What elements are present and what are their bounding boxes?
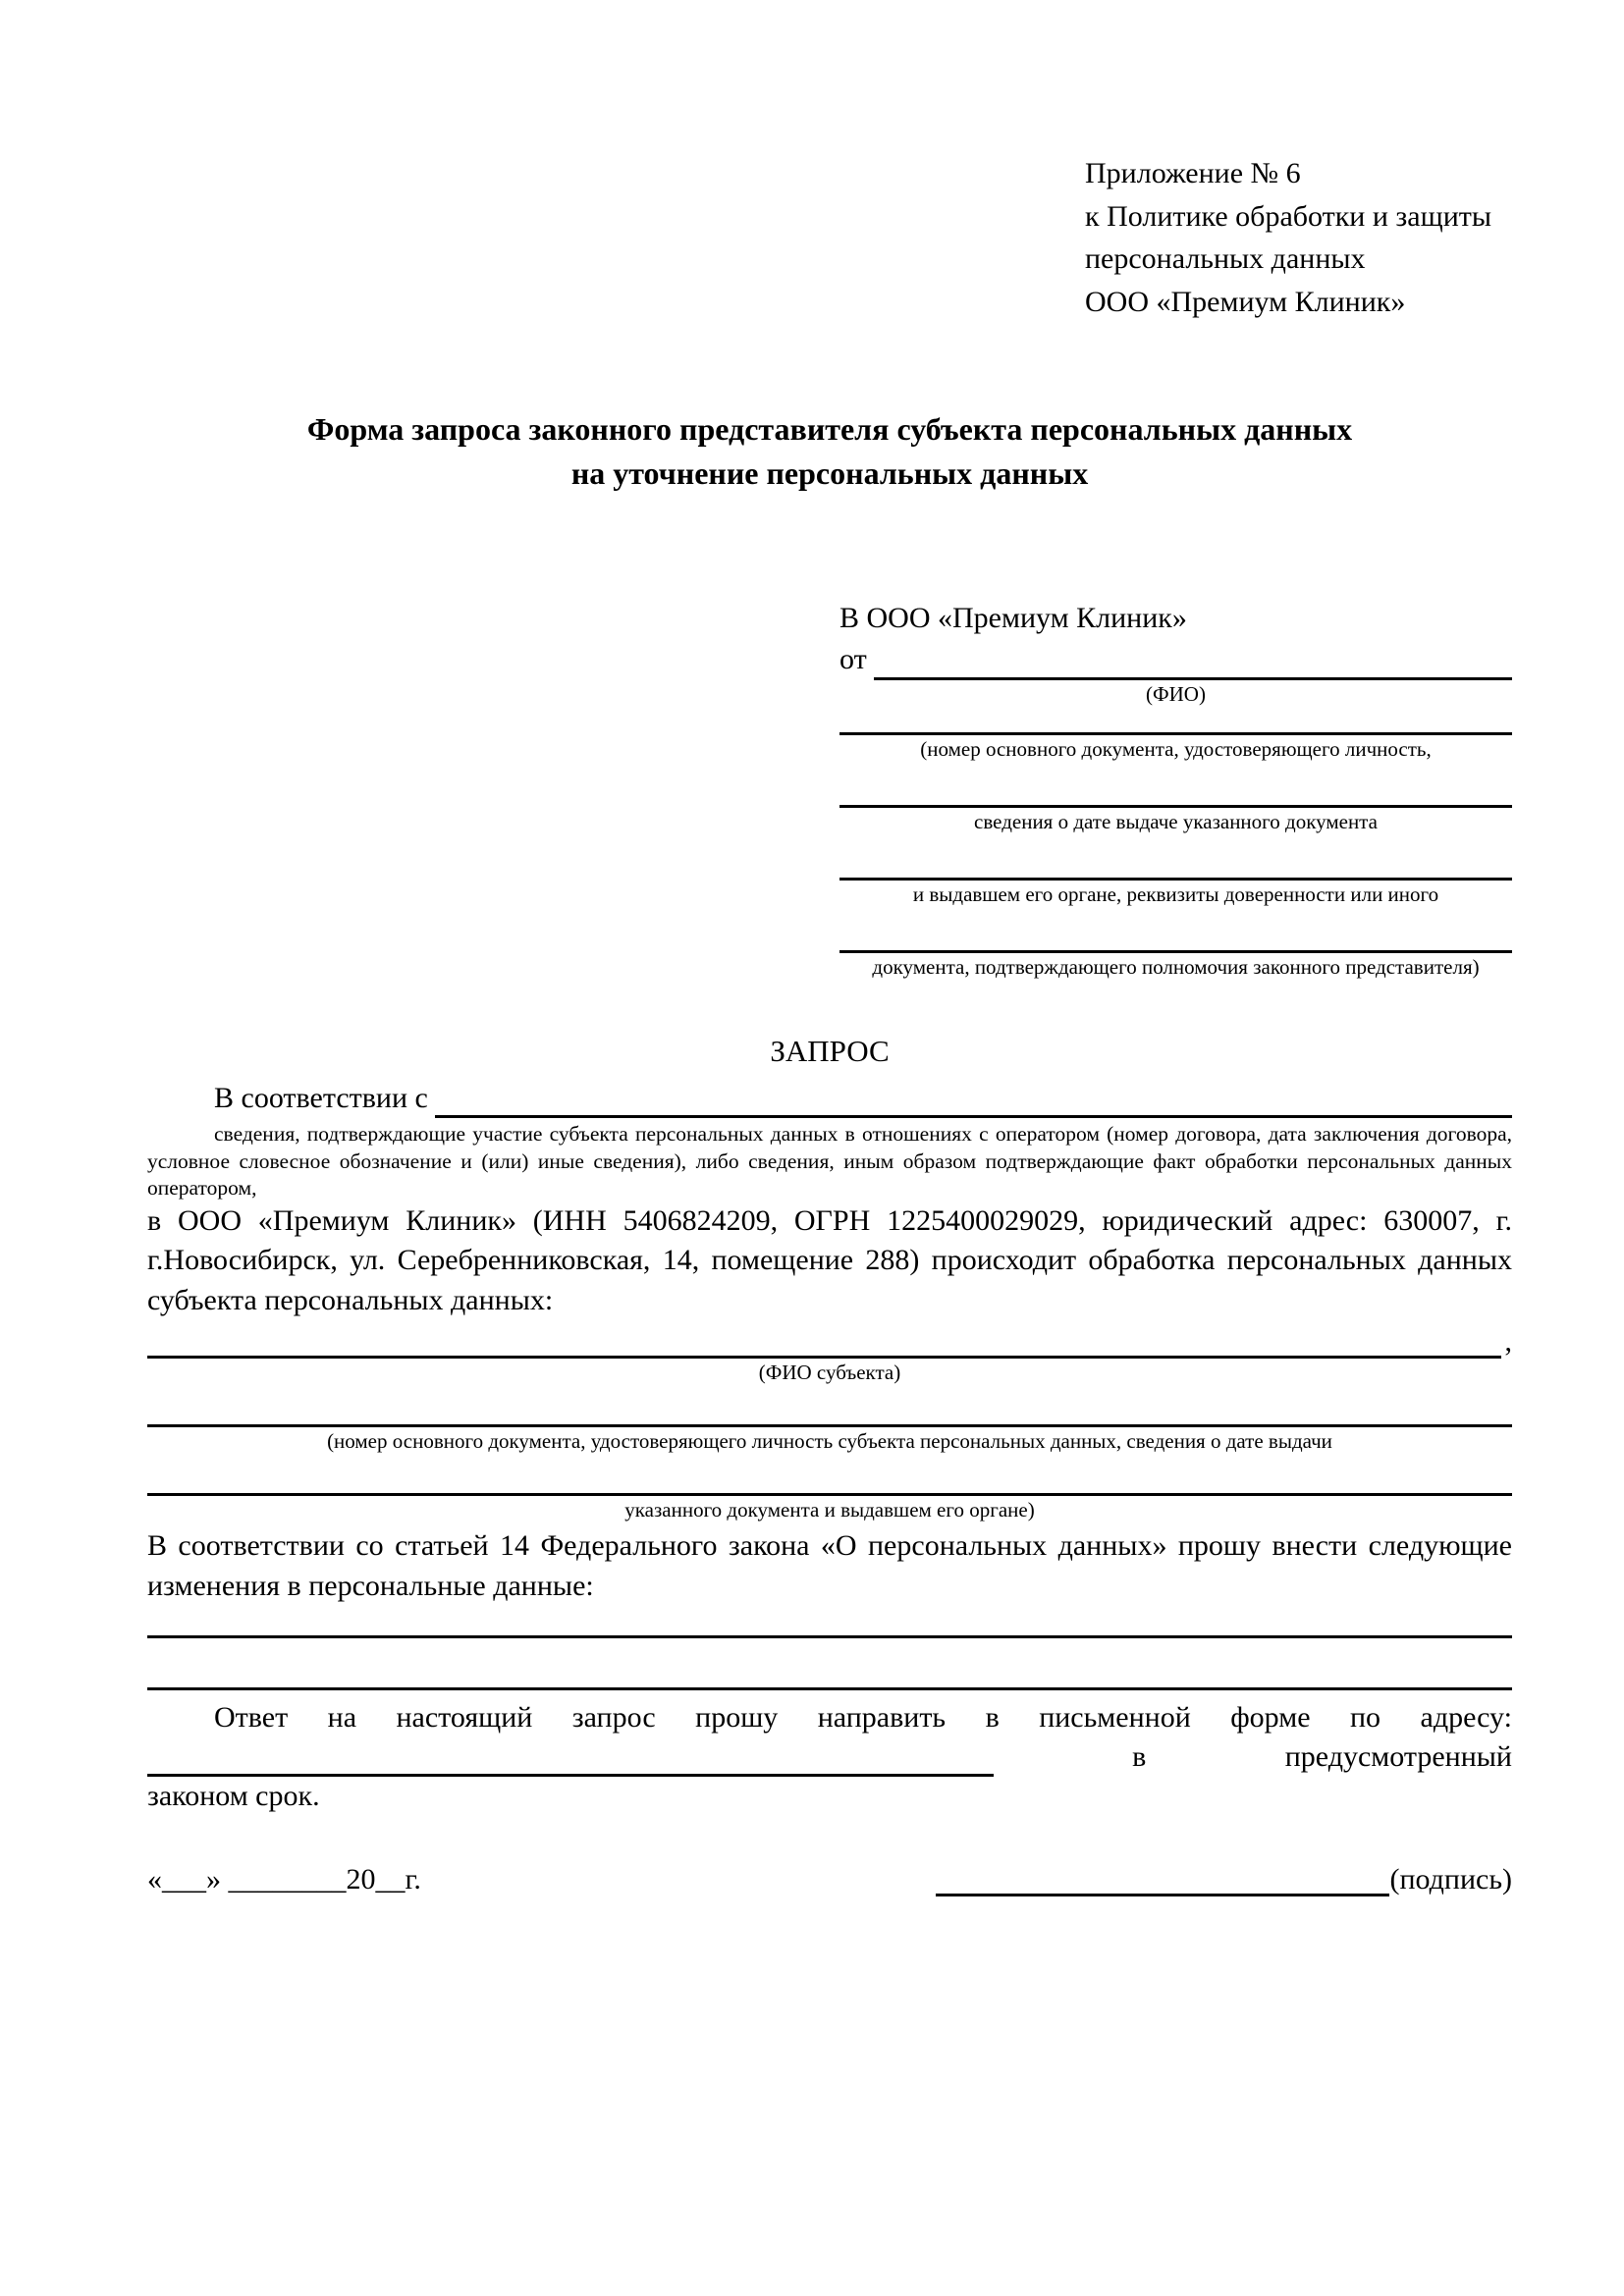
- representative-doc-field: [839, 834, 1512, 907]
- addressee-from-row: [839, 639, 1512, 680]
- signature-caption: (подпись): [1389, 1863, 1512, 1896]
- addressee-to: В ООО «Премиум Клиник»: [839, 601, 1187, 634]
- request-heading: ЗАПРОС: [770, 1033, 890, 1068]
- addressee-from-label: от: [839, 642, 875, 675]
- subject-doc-blank-line: [147, 1385, 1512, 1427]
- subject-doc-blank-line: [147, 1454, 1512, 1496]
- representative-doc-blank-line: [839, 762, 1512, 808]
- representative-doc-caption: документа, подтверждающего полномочия законного представителя): [872, 955, 1480, 980]
- subject-fio-caption: (ФИО субъекта): [758, 1360, 901, 1384]
- reply-address-blank-line: [147, 1740, 994, 1777]
- subject-fio-row: [147, 1324, 1512, 1359]
- representative-doc-field: [839, 907, 1512, 980]
- annex-header-line: ООО «Премиум Клиник»: [1085, 285, 1406, 318]
- representative-doc-caption: сведения о дате выдаче указанного документа: [974, 809, 1378, 833]
- signature-block: [936, 1863, 1512, 1896]
- date-line: «___» ________20__г.: [147, 1863, 421, 1896]
- subject-doc-caption: (номер основного документа, удостоверяющего личность субъекта персональных данных, сведения о дате выдачи: [327, 1428, 1332, 1453]
- representative-doc-field: [839, 762, 1512, 834]
- representative-doc-blank-line: [839, 907, 1512, 953]
- operator-paragraph: в ООО «Премиум Клиник» (ИНН 5406824209, ОГРН 1225400029029, юридический адрес: 630007, г. г.Новосибирск, ул. Серебренниковская, 14, помещение 288) происходит обработка персональных данных субъекта персональных данных:: [147, 1204, 1512, 1316]
- annex-header-line: персональных данных: [1085, 242, 1366, 275]
- representative-fio-caption: (ФИО): [1146, 681, 1206, 706]
- reply-sentence-word-2: предусмотренный: [1284, 1739, 1512, 1773]
- reply-sentence-word-1: в: [1132, 1739, 1147, 1773]
- representative-doc-blank-line: [839, 834, 1512, 881]
- basis-row: [147, 1079, 1512, 1119]
- addressee-block: [839, 598, 1512, 707]
- subject-doc-field: [147, 1454, 1512, 1522]
- footer-row: [147, 1863, 1512, 1896]
- document-title: [147, 407, 1512, 496]
- annex-header-line: к Политике обработки и защиты: [1085, 199, 1492, 233]
- subject-doc-caption: указанного документа и выдавшем его органе): [624, 1498, 1035, 1522]
- annex-header-line: Приложение № 6: [1085, 157, 1301, 189]
- reply-sentence-line-3: законом срок.: [147, 1780, 320, 1813]
- reply-sentence-line-1: Ответ на настоящий запрос прошу направить в письменной форме по адресу:: [214, 1700, 1512, 1734]
- law-paragraph: В соответствии со статьей 14 Федерального закона «О персональных данных» прошу внести следующие изменения в персональные данные:: [147, 1529, 1512, 1602]
- basis-prefix: В соответствии с: [214, 1081, 436, 1114]
- representative-doc-field: [839, 707, 1512, 762]
- signature-blank-line: [936, 1864, 1389, 1896]
- changes-blank-line: [147, 1638, 1512, 1690]
- reply-sentence-line-2: [147, 1737, 1512, 1777]
- subject-doc-field: [147, 1385, 1512, 1454]
- document-title-line-2: на уточнение персональных данных: [570, 454, 1089, 491]
- subject-fio-line-suffix: ,: [1504, 1324, 1512, 1358]
- annex-header: [1085, 152, 1512, 323]
- representative-doc-caption: и выдавшем его органе, реквизиты доверенности или иного: [912, 882, 1439, 907]
- representative-fio-blank-line: [874, 642, 1512, 680]
- basis-note: сведения, подтверждающие участие субъекта персональных данных в отношениях с оператором (номер договора, дата заключения договора, условное словесное обозначение и (или) иные сведения), либо сведения, иным образом подтверждающие факт обработки персональных данных оператором,: [147, 1122, 1512, 1200]
- representative-doc-caption: (номер основного документа, удостоверяющего личность,: [920, 736, 1432, 761]
- representative-doc-blank-line: [839, 707, 1512, 735]
- document-title-line-1: Форма запроса законного представителя субъекта персональных данных: [306, 411, 1353, 447]
- basis-blank-line: [435, 1080, 1512, 1118]
- changes-blank-line: [147, 1606, 1512, 1638]
- subject-fio-blank-line: [147, 1324, 1501, 1359]
